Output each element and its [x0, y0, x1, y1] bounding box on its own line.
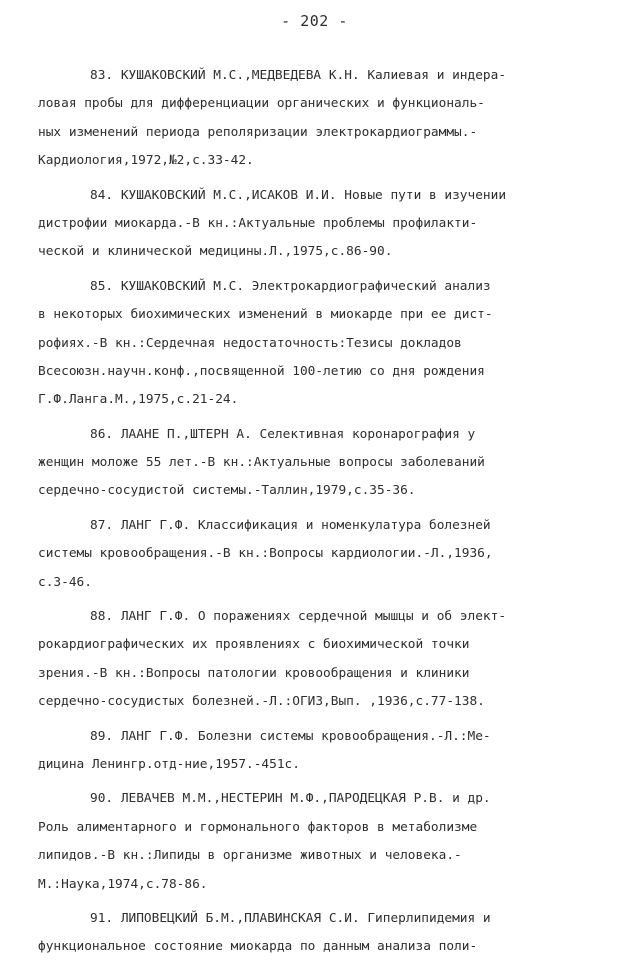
reference-line: ных изменений периода реполяризации электрокардиограммы.-: [38, 124, 478, 140]
reference-line: 85. КУШАКОВСКИЙ М.С. Электрокардиографический анализ: [90, 278, 491, 294]
reference-line: функциональное состояние миокарда по данным анализа поли-: [38, 939, 478, 955]
page-number: - 202 -: [281, 12, 348, 30]
reference-entry: [38, 723, 594, 780]
reference-entry: [38, 603, 594, 717]
reference-line: Всесоюзн.научн.конф.,посвященной 100-летию со дня рождения: [38, 363, 485, 379]
reference-line: женщин моложе 55 лет.-В кн.:Актуальные вопросы заболеваний: [38, 455, 485, 471]
reference-line: сердечно-сосудистых болезней.-Л.:ОГИЗ,Вып. ,1936,с.77-138.: [38, 694, 485, 710]
reference-line: ческой и клинической медицины.Л.,1975,с.86-90.: [38, 244, 393, 260]
reference-line: зрения.-В кн.:Вопросы патологии кровообращения и клиники: [38, 665, 470, 681]
reference-line: сердечно-сосудистой системы.-Таллин,1979,с.35-36.: [38, 483, 416, 499]
reference-line: 88. ЛАНГ Г.Ф. О поражениях сердечной мышцы и об элект-: [90, 609, 507, 625]
reference-line: липидов.-В кн.:Липиды в организме животных и человека.-: [38, 848, 462, 864]
reference-line: системы кровообращения.-В кн.:Вопросы кардиологии.-Л.,1936,: [38, 546, 493, 562]
reference-line: 86. ЛААНЕ П.,ШТЕРН А. Селективная коронарография у: [90, 426, 476, 442]
reference-line: дицина Ленингр.отд-ние,1957.-451с.: [38, 756, 300, 772]
reference-line: М.:Наука,1974,с.78-86.: [38, 876, 208, 892]
reference-line: ловая пробы для дифференциации органических и функциональ-: [38, 96, 485, 112]
reference-entry: [38, 512, 594, 597]
reference-line: дистрофии миокарда.-В кн.:Актуальные проблемы профилакти-: [38, 215, 478, 231]
reference-line: 87. ЛАНГ Г.Ф. Классификация и номенкулатура болезней: [90, 517, 491, 533]
reference-line: 91. ЛИПОВЕЦКИЙ Б.М.,ПЛАВИНСКАЯ С.И. Гиперлипидемия и: [90, 910, 491, 926]
reference-line: 89. ЛАНГ Г.Ф. Болезни системы кровообращения.-Л.:Ме-: [90, 728, 491, 744]
reference-list: [38, 62, 594, 968]
reference-entry: [38, 182, 594, 267]
reference-line: рокардиографических их проявлениях с биохимической точки: [38, 637, 470, 653]
reference-entry: [38, 62, 594, 176]
reference-entry: [38, 905, 594, 962]
reference-line: 84. КУШАКОВСКИЙ М.С.,ИСАКОВ И.И. Новые пути в изучении: [90, 187, 507, 203]
reference-line: Кардиология,1972,№2,с.33-42.: [38, 153, 254, 169]
reference-line: с.3-46.: [38, 574, 92, 590]
reference-entry: [38, 421, 594, 506]
reference-entry: [38, 785, 594, 899]
reference-line: 83. КУШАКОВСКИЙ М.С.,МЕДВЕДЕВА К.Н. Калиевая и индера-: [90, 68, 507, 83]
reference-line: 90. ЛЕВАЧЕВ М.М.,НЕСТЕРИН М.Ф.,ПАРОДЕЦКАЯ Р.В. и др.: [90, 791, 491, 807]
reference-line: Роль алиментарного и гормонального факторов в метаболизме: [38, 819, 478, 835]
reference-line: в некоторых биохимических изменений в миокарде при ее дист-: [38, 307, 493, 323]
reference-line: рофиях.-В кн.:Сердечная недостаточность:Тезисы докладов: [38, 335, 462, 351]
reference-entry: [38, 273, 594, 415]
reference-line: Г.Ф.Ланга.М.,1975,с.21-24.: [38, 392, 239, 408]
